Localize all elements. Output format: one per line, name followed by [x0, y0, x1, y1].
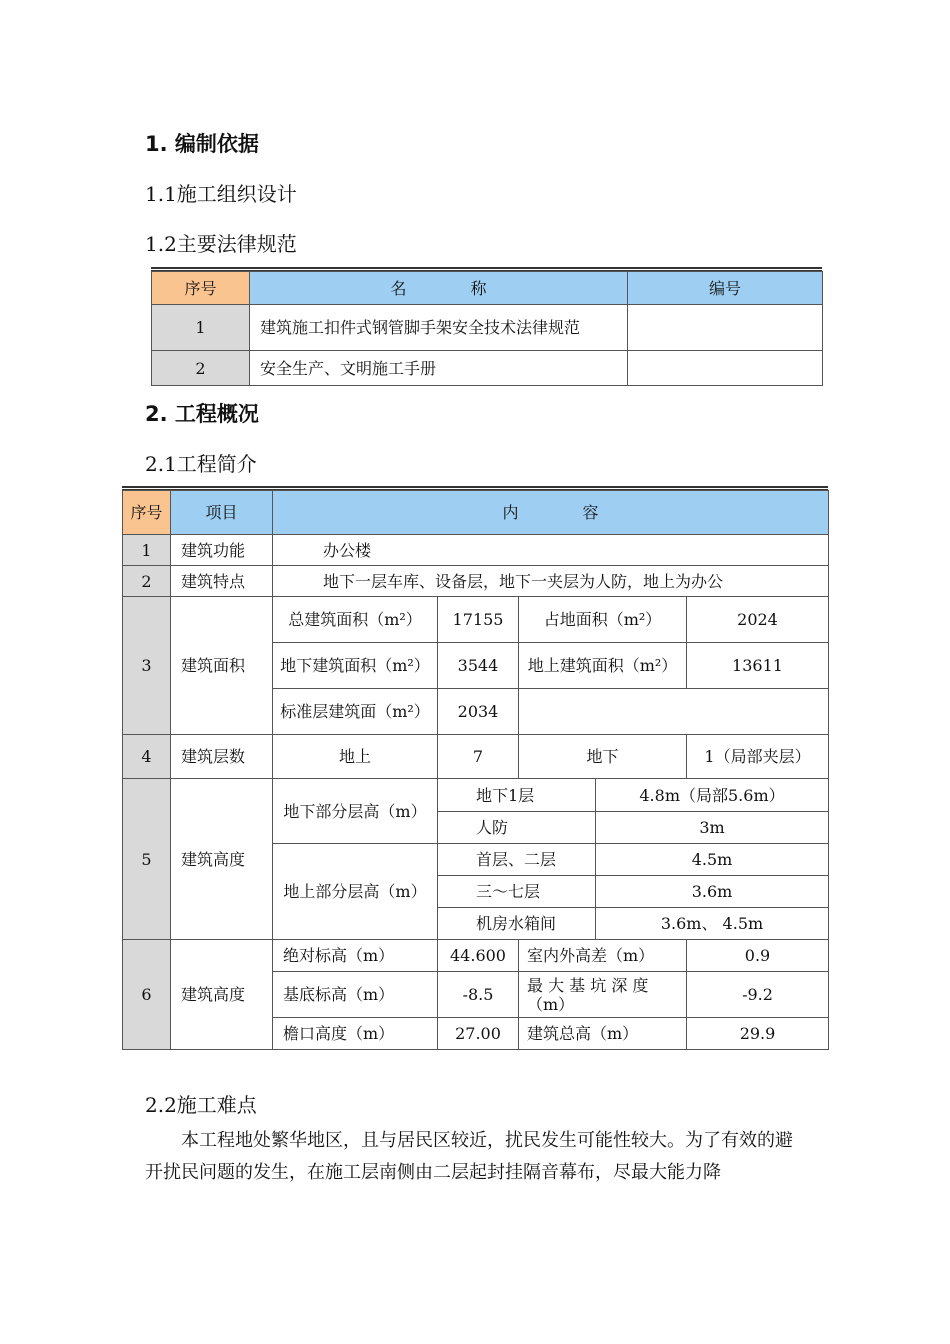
- row-name: 安全生产、文明施工手册: [250, 351, 628, 386]
- row-no: 6: [123, 940, 171, 1050]
- row-no: 4: [123, 735, 171, 779]
- section-1-title: 1. 编制依据: [145, 132, 259, 156]
- column-header-code: 编号: [628, 272, 823, 305]
- row-item: 建筑特点: [171, 566, 273, 597]
- cell-value: 17155: [438, 597, 519, 643]
- row-no: 3: [123, 597, 171, 735]
- cell-value: -9.2: [687, 972, 829, 1018]
- row-no: 1: [152, 305, 250, 351]
- table-header-row: [123, 491, 829, 535]
- cell-value: 2034: [438, 689, 519, 735]
- cell-label: 绝对标高（m）: [273, 940, 438, 972]
- column-header-content: 内 容: [273, 491, 829, 535]
- table-row: [123, 597, 829, 643]
- cell-label: 地下建筑面积（m²）: [273, 643, 438, 689]
- body-paragraph: 本工程地处繁华地区，且与居民区较近，扰民发生可能性较大。为了有效的避开扰民问题的发生，在施工层南侧由二层起封挂隔音幕布，尽最大能力降: [145, 1130, 793, 1183]
- column-header-no: 序号: [123, 491, 171, 535]
- row-item: 建筑功能: [171, 535, 273, 566]
- table-row: [123, 566, 829, 597]
- column-header-name: 名 称: [250, 272, 628, 305]
- table-row: [123, 735, 829, 779]
- column-header-item: 项目: [171, 491, 273, 535]
- section-2-title: 2. 工程概况: [145, 402, 259, 426]
- table-row: [123, 535, 829, 566]
- section-1-heading: [145, 131, 259, 157]
- row-content: 地下一层车库、设备层，地下一夹层为人防，地上为办公: [273, 566, 829, 597]
- cell-label: 建筑总高（m）: [519, 1018, 687, 1050]
- column-header-no: 序号: [152, 272, 250, 305]
- row-item: 建筑高度: [171, 940, 273, 1050]
- cell-label: 占地面积（m²）: [519, 597, 687, 643]
- cell-label: 地上: [273, 735, 438, 779]
- row-code: [628, 305, 823, 351]
- cell-value: 44.600: [438, 940, 519, 972]
- table-header-row: [152, 272, 823, 305]
- row-no: 1: [123, 535, 171, 566]
- cell-label: 标准层建筑面（m²）: [273, 689, 438, 735]
- table-row: [123, 940, 829, 972]
- cell-value: -8.5: [438, 972, 519, 1018]
- cell-label: 三～七层: [438, 876, 596, 908]
- section-2-2-heading: 2.2施工难点: [145, 1093, 257, 1117]
- cell-label: 地下: [519, 735, 687, 779]
- cell-label: 地下部分层高（m）: [273, 779, 438, 844]
- table-row: [152, 351, 823, 386]
- cell-label: 地下1层: [438, 779, 596, 812]
- cell-value: 3544: [438, 643, 519, 689]
- cell-label: 地上部分层高（m）: [273, 844, 438, 940]
- cell-value: 2024: [687, 597, 829, 643]
- row-no: 5: [123, 779, 171, 940]
- row-content: 办公楼: [273, 535, 829, 566]
- table-row: [152, 305, 823, 351]
- cell-value: 7: [438, 735, 519, 779]
- cell-value: 4.5m: [596, 844, 829, 876]
- cell-value: 1（局部夹层）: [687, 735, 829, 779]
- cell-label: 室内外高差（m）: [519, 940, 687, 972]
- section-1-2-heading: 1.2主要法律规范: [145, 232, 297, 256]
- cell-value: 13611: [687, 643, 829, 689]
- law-table: [151, 271, 823, 386]
- row-no: 2: [123, 566, 171, 597]
- section-1-1-heading: 1.1施工组织设计: [145, 182, 297, 206]
- table-row: [123, 779, 829, 812]
- cell-value: 0.9: [687, 940, 829, 972]
- cell-value: 3.6m、 4.5m: [596, 908, 829, 940]
- cell-label: 机房水箱间: [438, 908, 596, 940]
- row-name: 建筑施工扣件式钢管脚手架安全技术法律规范: [250, 305, 628, 351]
- cell-value: 3.6m: [596, 876, 829, 908]
- cell-value: 29.9: [687, 1018, 829, 1050]
- project-table: [122, 490, 829, 1050]
- cell-label: 地上建筑面积（m²）: [519, 643, 687, 689]
- section-2-heading: [145, 401, 259, 427]
- row-item: 建筑高度: [171, 779, 273, 940]
- cell-value: 27.00: [438, 1018, 519, 1050]
- cell-label: 首层、二层: [438, 844, 596, 876]
- cell-label: 最 大 基 坑 深 度（m）: [519, 972, 687, 1018]
- cell-label: 基底标高（m）: [273, 972, 438, 1018]
- section-2-1-heading: 2.1工程简介: [145, 452, 257, 476]
- row-no: 2: [152, 351, 250, 386]
- cell-label: 人防: [438, 812, 596, 844]
- row-item: 建筑层数: [171, 735, 273, 779]
- row-code: [628, 351, 823, 386]
- cell-empty: [519, 689, 829, 735]
- cell-value: 3m: [596, 812, 829, 844]
- cell-value: 4.8m（局部5.6m）: [596, 779, 829, 812]
- cell-label: 总建筑面积（m²）: [273, 597, 438, 643]
- cell-label: 檐口高度（m）: [273, 1018, 438, 1050]
- row-item: 建筑面积: [171, 597, 273, 735]
